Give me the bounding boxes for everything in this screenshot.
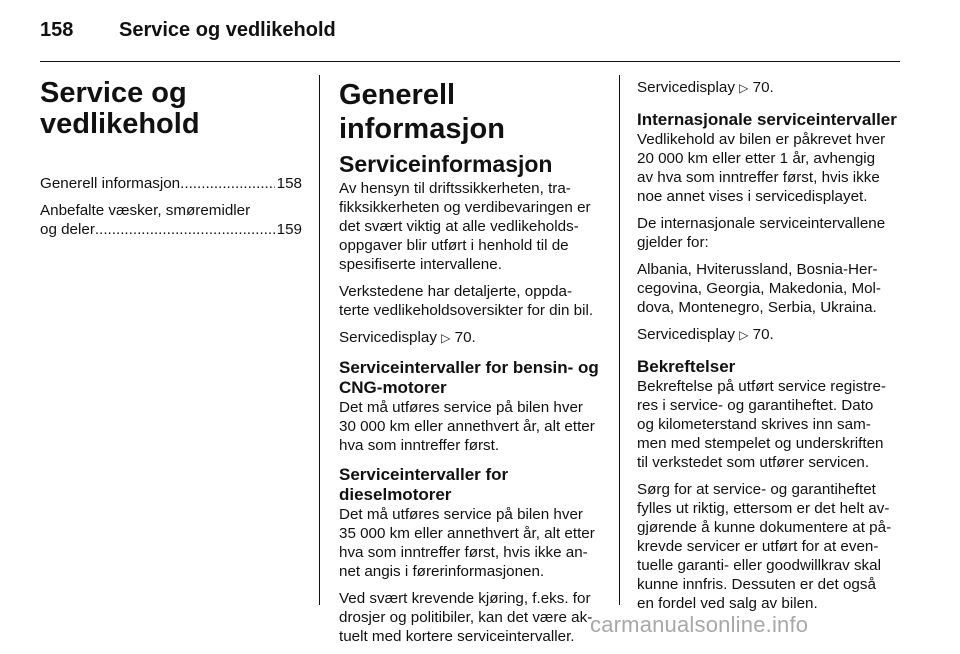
paragraph: Albania, Hviterussland, Bosnia-Her- cegovina, Georgia, Makedonia, Mol- dova, Montenegro, Serbia, Ukraina. [637,261,881,316]
reference-arrow-icon: ▷ [441,331,451,345]
paragraph: Vedlikehold av bilen er påkrevet hver 20 000 km eller etter 1 år, avhengig av hva som inntreffer først, hvis ikke noe annet vises i servicedisplayet. [637,131,886,205]
subsection-heading-diesel: Serviceintervaller for dieselmotorer [339,465,509,504]
paragraph: Verkstedene har detaljerte, oppda- terte vedlikeholdsoversikter for din bil. [339,283,594,319]
subsection-heading-international: Internasjonale serviceintervaller [637,110,897,129]
paragraph: Det må utføres service på bilen hver 35 000 km eller annethvert år, alt etter hva som inntreffer først, hvis ikke an- net angis i førerinformasjonen. [339,506,595,580]
column-divider-right [619,75,620,605]
reference-arrow-icon: ▷ [739,328,749,342]
paragraph: Ved svært krevende kjøring, f.eks. for drosjer og politibiler, kan det være ak- tuelt med kortere serviceintervaller. [339,590,593,645]
cross-reference[interactable]: Servicedisplay ▷ 70. [637,326,774,343]
toc-entry-generell[interactable]: Generell informasjon ..... 158 [40,174,302,193]
paragraph: Bekreftelse på utført service registre- res i service- og garantiheftet. Dato og kilometerstand skrives inn sam- men med stempelet og underskriften til verkstedet som utfører servicen. [637,378,886,471]
toc-page: 158 [276,175,302,192]
section-heading: Generell informasjon [339,79,505,145]
paragraph: Av hensyn til driftssikkerheten, tra- fikksikkerheten og verdibevaringen er det svært viktig at alle vedlikeholds- oppgaver blir utført i henhold til de spesifiserte intervallene. [339,180,591,273]
paragraph: De internasjonale serviceintervallene gjelder for: [637,215,886,251]
column-toc [40,78,302,239]
cross-reference[interactable]: Servicedisplay ▷ 70. [339,329,476,346]
reference-arrow-icon: ▷ [739,81,749,95]
chapter-title: Service og vedlikehold [40,77,200,140]
toc-page: 159 [276,221,302,238]
subsection-heading-bensin: Serviceintervaller for bensin- og CNG-motorer [339,358,599,397]
paragraph: Sørg for at service- og garantiheftet fylles ut riktig, ettersom er det helt av- gjørende å kunne dokumentere at på- krevde servicer er utført for at even- tuelle garanti- eller goodwillkrav skal kunne innfris. Dessuten er det også en fordel ved salg av bilen. [637,481,892,612]
cross-reference[interactable]: Servicedisplay ▷ 70. [637,79,774,96]
column-divider-left [319,75,320,605]
subsection-heading: Serviceinformasjon [339,151,553,177]
header-rule [40,61,900,62]
subsection-heading-bekreftelser: Bekreftelser [637,357,736,376]
running-title: Service og vedlikehold [119,19,336,41]
column-general-info [339,78,607,654]
column-intervals [637,78,903,621]
watermark: carmanualsonline.info [590,612,809,637]
page-number: 158 [40,19,74,41]
toc-entry-anbefalte[interactable]: Anbefalte væsker, smøremidler og deler ..... 159 [40,201,302,239]
paragraph: Det må utføres service på bilen hver 30 000 km eller annethvert år, alt etter hva som inntreffer først. [339,399,595,454]
